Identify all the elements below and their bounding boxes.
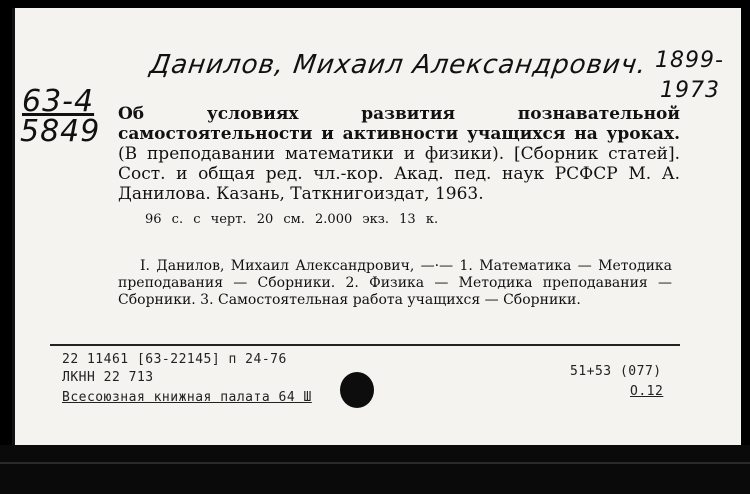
udc-classification: 51+53 (077) [570, 364, 662, 379]
chamber-line: Всесоюзная книжная палата 64 Ш [62, 390, 312, 405]
divider [50, 344, 680, 346]
subject-tracing: I. Данилов, Михаил Александрович, —·— 1. Математика — Методика преподавания — Сборники. 2. Физика — Методика преподавания — Сборники. 3. Самостоятельная работа учащихся — Сборники. [118, 258, 672, 308]
physical-description: 96 с. с черт. 20 см. 2.000 экз. 13 к. [145, 212, 439, 227]
description-rest: (В преподавании математики и физики). [Сборник статей]. Сост. и общая ред. чл.-кор. Акад. пед. наук РСФСР М. А. Данилова. Казань, Таткнигоиздат, 1963. [118, 144, 680, 204]
scan-edge [0, 445, 750, 494]
shelf-mark-bottom: 5849 [20, 114, 101, 149]
lccn-line: ЛКНН 22 713 [62, 370, 154, 385]
book-title: Об условиях развития познавательной самостоятельности и активности учащихся на уроках. [118, 104, 680, 144]
catalog-number: 22 11461 [63-22145] п 24-76 [62, 352, 287, 367]
bibliographic-description [118, 104, 680, 204]
handwritten-years-start: 1899- [655, 48, 724, 73]
shelf-mark-top: 63-4 [22, 84, 95, 119]
scan-line [0, 462, 750, 464]
punch-hole [340, 372, 374, 408]
handwritten-author: Данилов, Михаил Александрович. [147, 50, 649, 80]
handwritten-years-end: 1973 [660, 78, 720, 103]
bbk-classification: О.12 [630, 384, 664, 399]
